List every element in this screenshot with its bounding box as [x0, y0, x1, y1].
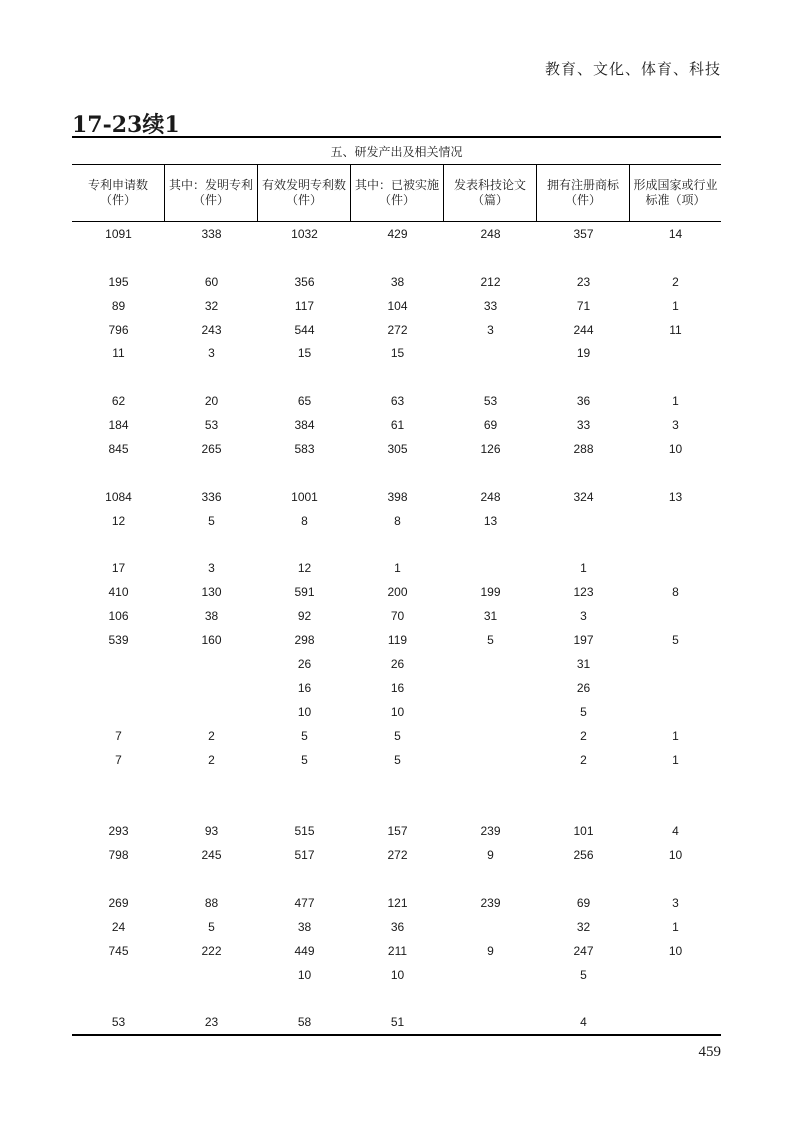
table-cell: 10	[297, 967, 312, 982]
table-row	[72, 915, 721, 939]
table-cell: 62	[111, 394, 126, 409]
table-row	[72, 246, 721, 270]
table-cell: 410	[108, 585, 129, 600]
table-cell: 58	[297, 1015, 312, 1030]
table-cell: 591	[294, 585, 315, 600]
table-cell: 298	[294, 633, 315, 648]
table-row	[72, 485, 721, 509]
table-cell: 16	[390, 680, 405, 695]
table-row	[72, 222, 721, 246]
table-bottom-rule	[72, 1034, 721, 1036]
table-cell: 33	[483, 298, 498, 313]
table-cell: 517	[294, 848, 315, 863]
table-cell: 1	[672, 394, 679, 409]
column-header-line2: 标准（项）	[645, 193, 706, 207]
table-cell: 248	[480, 226, 501, 241]
column-header	[258, 165, 351, 221]
table-cell: 15	[390, 346, 405, 361]
table-cell: 256	[573, 848, 594, 863]
column-header-line2: （件）	[99, 193, 136, 207]
table-cell: 1084	[105, 489, 132, 504]
table-cell: 244	[573, 322, 594, 337]
table-cell: 5	[394, 728, 401, 743]
table-cell: 1091	[105, 226, 132, 241]
table-cell: 4	[672, 824, 679, 839]
table-cell: 3	[580, 609, 587, 624]
table-row	[72, 461, 721, 485]
table-cell: 93	[204, 824, 219, 839]
table-cell: 26	[390, 656, 405, 671]
table-cell: 130	[201, 585, 222, 600]
table-cell: 17	[111, 561, 126, 576]
table-cell: 239	[480, 895, 501, 910]
table-cell: 117	[294, 298, 315, 313]
table-cell: 796	[108, 322, 129, 337]
table-cell: 38	[390, 274, 405, 289]
table-cell: 200	[387, 585, 408, 600]
table-cell: 24	[111, 919, 126, 934]
column-header	[165, 165, 258, 221]
table-row	[72, 819, 721, 843]
table-cell: 269	[108, 895, 129, 910]
table-cell: 2	[208, 728, 215, 743]
table-row	[72, 533, 721, 557]
table-cell: 5	[580, 967, 587, 982]
table-cell: 539	[108, 633, 129, 648]
column-header-line1: 专利申请数	[87, 178, 148, 192]
column-header-line1: 拥有注册商标	[546, 178, 619, 192]
table-row	[72, 843, 721, 867]
section-header: 教育、文化、体育、科技	[544, 60, 721, 78]
column-header-line1: 其中：发明专利	[168, 178, 253, 192]
table-cell: 583	[294, 441, 315, 456]
column-header-line2: （件）	[564, 193, 601, 207]
table-row	[72, 389, 721, 413]
table-cell: 222	[201, 943, 222, 958]
table-cell: 157	[387, 824, 408, 839]
table-cell: 119	[387, 633, 408, 648]
table-cell: 243	[201, 322, 222, 337]
table-cell: 1	[580, 561, 587, 576]
table-cell: 31	[483, 609, 498, 624]
table-cell: 88	[204, 895, 219, 910]
table-cell: 5	[487, 633, 494, 648]
table-cell: 247	[573, 943, 594, 958]
table-cell: 4	[580, 1015, 587, 1030]
table-cell: 272	[387, 322, 408, 337]
table-cell: 12	[297, 561, 312, 576]
table-cell: 53	[483, 394, 498, 409]
table-cell: 477	[294, 895, 315, 910]
table-row	[72, 604, 721, 628]
table-cell: 2	[672, 274, 679, 289]
table-cell: 3	[208, 346, 215, 361]
table-cell: 106	[108, 609, 129, 624]
table-cell: 23	[204, 1015, 219, 1030]
table-cell: 2	[580, 728, 587, 743]
table-cell: 32	[204, 298, 219, 313]
table-cell: 245	[201, 848, 222, 863]
page-number: 459	[698, 1044, 721, 1060]
column-header-line2: （件）	[285, 193, 322, 207]
table-cell: 184	[108, 418, 129, 433]
table-cell: 265	[201, 441, 222, 456]
table-row	[72, 413, 721, 437]
table-row	[72, 700, 721, 724]
table-cell: 10	[668, 848, 683, 863]
table-row	[72, 294, 721, 318]
table-cell: 211	[387, 943, 408, 958]
table-cell: 69	[483, 418, 498, 433]
table-cell: 71	[576, 298, 591, 313]
column-header-line1: 有效发明专利数	[261, 178, 346, 192]
table-row	[72, 652, 721, 676]
table-cell: 5	[301, 752, 308, 767]
table-cell: 1	[394, 561, 401, 576]
column-header-line1: 其中：已被实施	[354, 178, 439, 192]
table-cell: 10	[390, 967, 405, 982]
table-cell: 288	[573, 441, 594, 456]
column-header	[351, 165, 444, 221]
table-cell: 1	[672, 298, 679, 313]
table-cell: 336	[201, 489, 222, 504]
table-row	[72, 724, 721, 748]
column-header-line1: 发表科技论文	[453, 178, 526, 192]
table-cell: 199	[480, 585, 501, 600]
table-cell: 3	[672, 895, 679, 910]
table-cell: 36	[576, 394, 591, 409]
table-cell: 798	[108, 848, 129, 863]
table-cell: 26	[576, 680, 591, 695]
table-cell: 7	[115, 728, 122, 743]
table-cell: 11	[669, 322, 682, 337]
table-cell: 10	[668, 441, 683, 456]
table-cell: 5	[672, 633, 679, 648]
table-cell: 1	[672, 752, 679, 767]
table-cell: 8	[301, 513, 308, 528]
table-cell: 845	[108, 441, 129, 456]
table-cell: 324	[573, 489, 594, 504]
table-cell: 8	[394, 513, 401, 528]
table-cell: 65	[297, 394, 312, 409]
table-row	[72, 580, 721, 604]
table-cell: 13	[668, 489, 683, 504]
table-row	[72, 939, 721, 963]
table-cell: 1032	[291, 226, 318, 241]
table-cell: 1	[672, 919, 679, 934]
table-cell: 10	[297, 704, 312, 719]
table-cell: 1001	[291, 489, 318, 504]
table-cell: 338	[201, 226, 222, 241]
table-cell: 101	[573, 824, 594, 839]
table-cell: 123	[573, 585, 594, 600]
table-cell: 15	[297, 346, 312, 361]
table-cell: 2	[208, 752, 215, 767]
table-cell: 248	[480, 489, 501, 504]
table-cell: 104	[387, 298, 408, 313]
table-cell: 5	[394, 752, 401, 767]
table-row	[72, 867, 721, 891]
table-cell: 20	[204, 394, 219, 409]
table-cell: 197	[573, 633, 594, 648]
table-cell: 14	[668, 226, 683, 241]
table-cell: 33	[576, 418, 591, 433]
table-cell: 16	[297, 680, 312, 695]
table-cell: 5	[208, 513, 215, 528]
table-cell: 212	[480, 274, 501, 289]
table-cell: 745	[108, 943, 129, 958]
table-cell: 12	[111, 513, 126, 528]
column-header-line1: 形成国家或行业	[633, 178, 718, 192]
table-row	[72, 318, 721, 342]
column-header	[72, 165, 165, 221]
table-cell: 51	[390, 1015, 405, 1030]
table-row	[72, 795, 721, 819]
table-row	[72, 748, 721, 772]
table-cell: 38	[297, 919, 312, 934]
table-cell: 36	[390, 919, 405, 934]
table-cell: 10	[668, 943, 683, 958]
table-cell: 13	[483, 513, 498, 528]
table-cell: 293	[108, 824, 129, 839]
table-caption-text: 五、研发产出及相关情况	[330, 144, 463, 159]
table-cell: 5	[580, 704, 587, 719]
column-header-line2: （篇）	[471, 193, 508, 207]
column-header-line2: （件）	[192, 193, 229, 207]
column-header-line2: （件）	[378, 193, 415, 207]
table-cell: 5	[301, 728, 308, 743]
table-row	[72, 556, 721, 580]
table-cell: 9	[487, 943, 494, 958]
table-cell: 92	[297, 609, 312, 624]
table-cell: 53	[204, 418, 219, 433]
table-caption	[72, 138, 721, 165]
table-cell: 3	[672, 418, 679, 433]
table-cell: 7	[115, 752, 122, 767]
table-cell: 515	[294, 824, 315, 839]
table-cell: 356	[294, 274, 315, 289]
table-row	[72, 341, 721, 365]
table-cell: 53	[111, 1015, 126, 1030]
table-cell: 305	[387, 441, 408, 456]
table-cell: 3	[208, 561, 215, 576]
table-row	[72, 270, 721, 294]
table-cell: 89	[111, 298, 126, 313]
table-cell: 11	[112, 346, 125, 361]
table-cell: 23	[576, 274, 591, 289]
table-cell: 60	[204, 274, 219, 289]
table-header-row	[72, 165, 721, 222]
column-header	[444, 165, 537, 221]
table-row	[72, 628, 721, 652]
table-row	[72, 771, 721, 795]
table-id: 17-23续1	[72, 112, 180, 138]
table-row	[72, 509, 721, 533]
column-header	[537, 165, 630, 221]
table-row	[72, 1010, 721, 1034]
table-row	[72, 365, 721, 389]
table-row	[72, 676, 721, 700]
table-cell: 1	[672, 728, 679, 743]
table-cell: 3	[487, 322, 494, 337]
table-cell: 160	[201, 633, 222, 648]
table-cell: 31	[576, 656, 591, 671]
table-cell: 8	[672, 585, 679, 600]
table-cell: 19	[576, 346, 591, 361]
column-header	[630, 165, 721, 221]
table-row	[72, 891, 721, 915]
table-cell: 10	[390, 704, 405, 719]
table-cell: 70	[390, 609, 405, 624]
table-cell: 9	[487, 848, 494, 863]
table-cell: 126	[480, 441, 501, 456]
table-body	[72, 222, 721, 1034]
table-cell: 69	[576, 895, 591, 910]
table-cell: 429	[387, 226, 408, 241]
table-cell: 384	[294, 418, 315, 433]
table-row	[72, 987, 721, 1011]
table-row	[72, 437, 721, 461]
table-cell: 5	[208, 919, 215, 934]
table-cell: 61	[390, 418, 405, 433]
table-cell: 38	[204, 609, 219, 624]
table-cell: 544	[294, 322, 315, 337]
table-cell: 26	[297, 656, 312, 671]
table-cell: 239	[480, 824, 501, 839]
table-cell: 32	[576, 919, 591, 934]
table-row	[72, 963, 721, 987]
table-cell: 272	[387, 848, 408, 863]
table-cell: 2	[580, 752, 587, 767]
table-cell: 63	[390, 394, 405, 409]
table-cell: 398	[387, 489, 408, 504]
table-cell: 357	[573, 226, 594, 241]
table-cell: 121	[387, 895, 408, 910]
table-cell: 449	[294, 943, 315, 958]
table-cell: 195	[108, 274, 129, 289]
